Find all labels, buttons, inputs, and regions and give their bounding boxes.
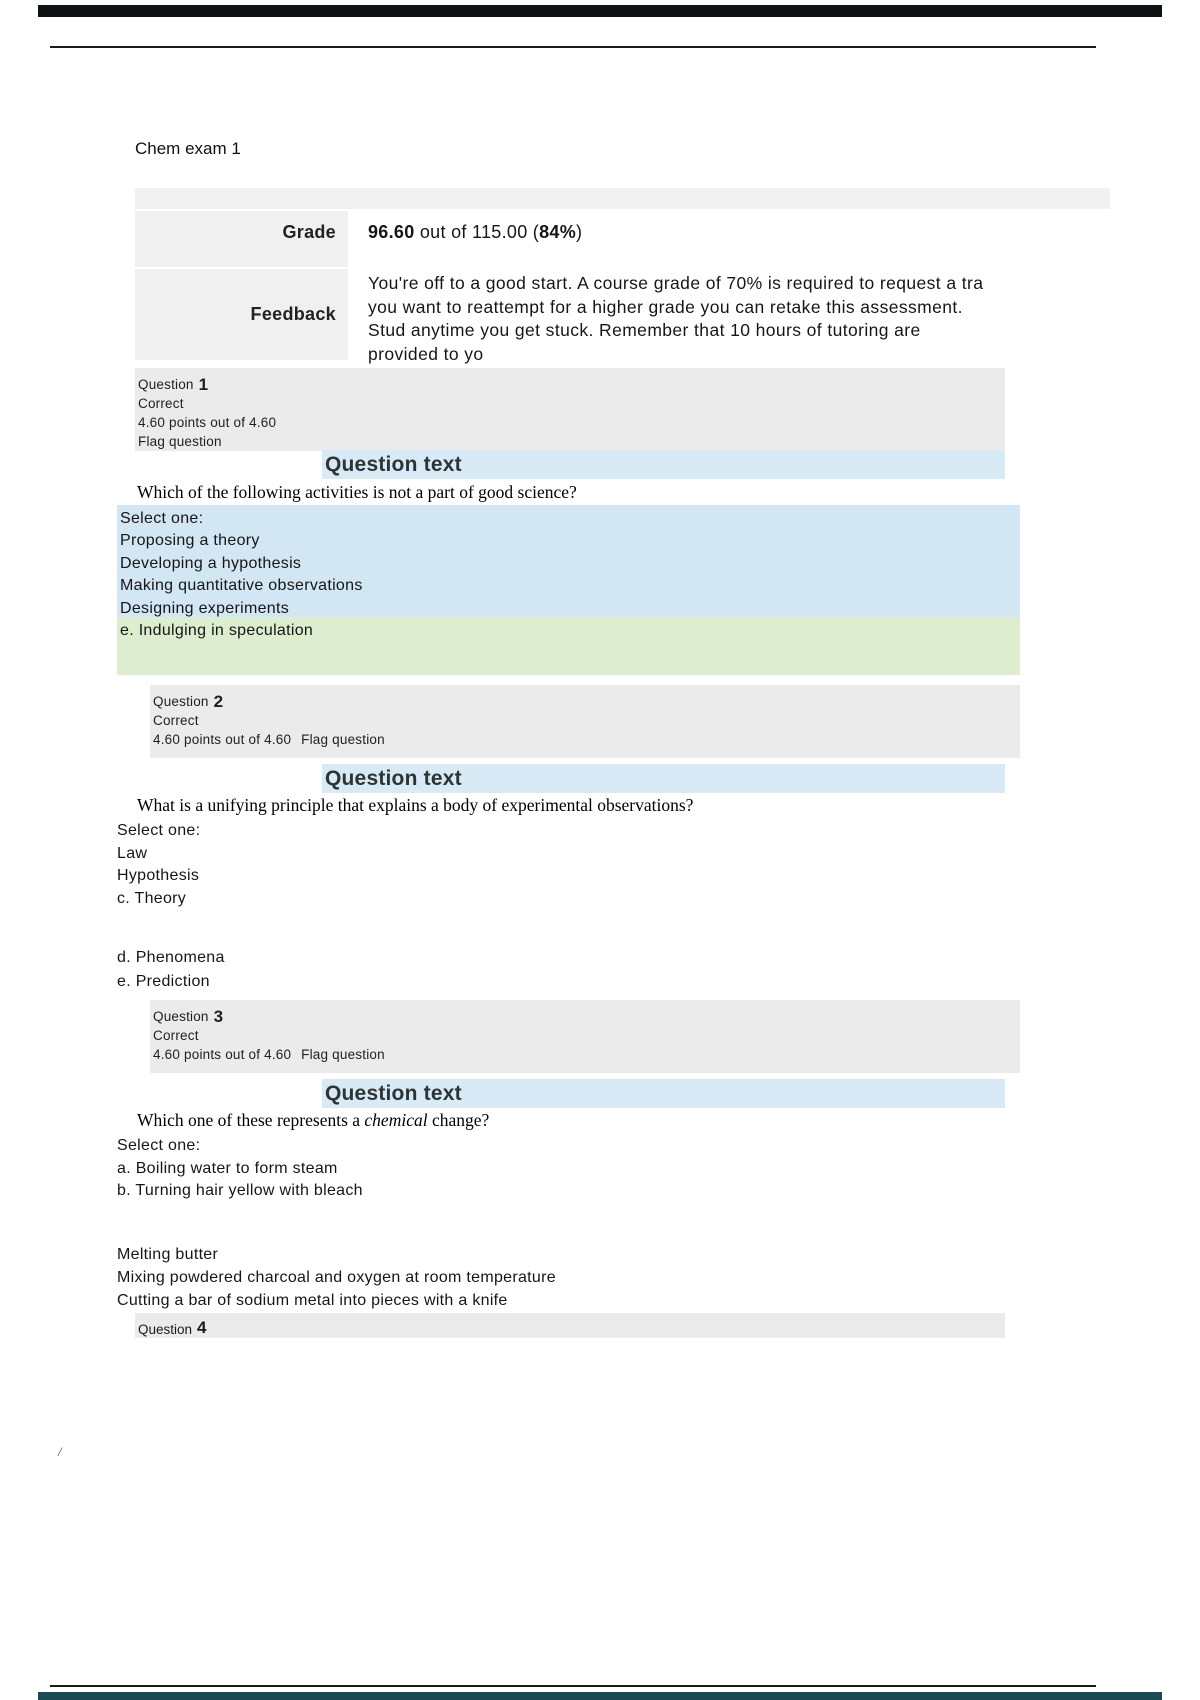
grade-label: Grade (135, 211, 348, 267)
question-text-heading-label: Question text (325, 452, 462, 476)
question-number-value: 2 (213, 692, 224, 711)
question-word: Question (153, 1009, 209, 1024)
select-one-label: Select one: (117, 822, 201, 839)
top-page-bar (38, 5, 1162, 17)
answer-option[interactable]: Proposing a theory (120, 532, 260, 550)
answer-option[interactable]: Cutting a bar of sodium metal into pieces with a knife (117, 1292, 508, 1309)
feedback-label: Feedback (135, 269, 348, 360)
flag-question-link[interactable]: Flag question (138, 434, 222, 449)
flag-question-link[interactable]: Flag question (301, 732, 385, 747)
question-status: Correct (138, 396, 184, 411)
header-rule (50, 46, 1096, 48)
select-one-label: Select one: (120, 510, 204, 527)
footer-rule (50, 1685, 1096, 1687)
answer-option[interactable]: a. Boiling water to form steam (117, 1159, 338, 1177)
question-3-info (150, 1000, 1020, 1073)
feedback-line: provided to yo (368, 343, 484, 364)
question-1-text: Which of the following activities is not a part of good science? (137, 482, 577, 502)
question-points: 4.60 points out of 4.60 (138, 415, 277, 430)
answer-option[interactable]: Hypothesis (117, 867, 200, 884)
question-status: Correct (153, 1028, 199, 1043)
question-2-options-top (117, 820, 200, 910)
question-points: 4.60 points out of 4.60 (153, 732, 292, 747)
bottom-page-bar (38, 1692, 1162, 1700)
grade-mid-text: out of 115.00 ( (414, 222, 540, 242)
grade-score: 96.60 (368, 222, 415, 242)
page-title: Chem exam 1 (135, 139, 241, 158)
question-1-options (117, 505, 1020, 617)
question-2-options-bottom (117, 946, 225, 994)
question-number-line (138, 1315, 1005, 1337)
grade-percent: 84% (539, 222, 577, 242)
question-2-info (150, 685, 1020, 758)
question-3-options-top (117, 1135, 363, 1203)
question-text-heading-label: Question text (325, 766, 462, 790)
question-status: Correct (153, 713, 199, 728)
question-text-post: change? (427, 1110, 490, 1130)
question-number-line (153, 1004, 1020, 1026)
footer-page-mark: / (58, 1444, 62, 1459)
select-one-label: Select one: (117, 1137, 201, 1154)
question-points-line (153, 1045, 1020, 1064)
answer-option[interactable]: c. Theory (117, 889, 187, 907)
question-2-text: What is a unifying principle that explains a body of experimental observations? (137, 795, 694, 815)
answer-option[interactable]: e. Prediction (117, 973, 210, 990)
question-1-text-heading (322, 450, 1005, 479)
question-points-line (153, 730, 1020, 749)
feedback-line: you want to reattempt for a higher grade you can retake this assessment. (368, 296, 963, 317)
question-word: Question (138, 1322, 193, 1337)
question-1-info (135, 368, 1005, 451)
question-number-value: 4 (197, 1318, 207, 1337)
question-text-pre: Which one of these represents a (137, 1110, 365, 1130)
question-number-value: 1 (198, 375, 209, 394)
question-3-text-heading (322, 1079, 1005, 1108)
feedback-line: You're off to a good start. A course grade of 70% is required to request a tra (368, 273, 984, 293)
answer-option[interactable]: Law (117, 844, 148, 862)
question-word: Question (138, 377, 194, 392)
question-1-selected-option-block (117, 617, 1020, 675)
question-3-options-bottom (117, 1243, 556, 1312)
question-number-line (153, 689, 1020, 711)
question-3-text (137, 1110, 489, 1131)
answer-option[interactable]: Making quantitative observations (120, 577, 363, 595)
answer-option-selected[interactable]: e. Indulging in speculation (120, 622, 314, 639)
question-text-heading-label: Question text (325, 1081, 462, 1105)
question-points: 4.60 points out of 4.60 (153, 1047, 292, 1062)
grade-end-text: ) (576, 222, 583, 242)
grade-value (348, 211, 1110, 267)
answer-option[interactable]: Developing a hypothesis (120, 554, 302, 572)
answer-option[interactable]: Melting butter (117, 1246, 219, 1263)
answer-option[interactable]: Designing experiments (120, 599, 290, 617)
answer-option[interactable]: b. Turning hair yellow with bleach (117, 1182, 363, 1199)
answer-option[interactable]: d. Phenomena (117, 949, 225, 966)
question-text-emphasis: chemical (364, 1110, 428, 1130)
feedback-line: Stud anytime you get stuck. Remember that 10 hours of tutoring are (368, 320, 921, 340)
answer-option[interactable]: Mixing powdered charcoal and oxygen at room temperature (117, 1269, 556, 1286)
question-word: Question (153, 694, 209, 709)
summary-table-header-strip (135, 188, 1110, 209)
feedback-text (348, 269, 1148, 364)
flag-question-link[interactable]: Flag question (301, 1047, 385, 1062)
question-2-text-heading (322, 764, 1005, 793)
question-number-line (138, 372, 1005, 394)
question-number-value: 3 (213, 1007, 224, 1026)
question-4-info (135, 1313, 1005, 1338)
